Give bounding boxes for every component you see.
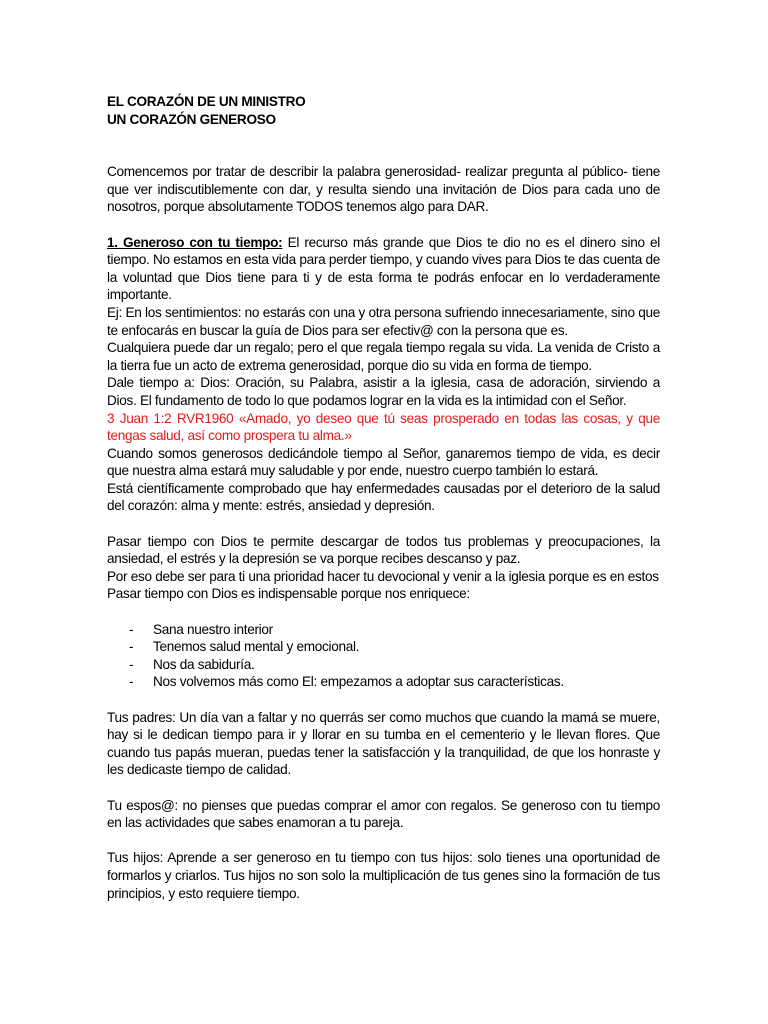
- children-paragraph: Tus hijos: Aprende a ser generoso en tu tiempo con tus hijos: solo tienes una oportunidad de formarlos y criarlos. Tus hijos no son solo la multiplicación de tus genes sino la formación de tus principios, y esto requiere tiempo.: [107, 850, 660, 901]
- document-subtitle: UN CORAZÓN GENEROSO: [107, 111, 276, 127]
- bullet-dash: -: [129, 656, 134, 672]
- section-1-text: El recurso más grande que Dios te dio no es el dinero sino el tiempo. No estamos en esta vida para perder tiempo, y cuando vives para Dios te das cuenta de la voluntad que Dios tiene para ti y de esta forma te podrás enfocar en lo verdaderamente importante.: [107, 234, 660, 303]
- parents-paragraph: Tus padres: Un día van a faltar y no querrás ser como muchos que cuando la mamá se muere, hay si le dedican tiempo para ir y llorar en su tumba en el cementerio y le llevan flores. Que cuando tus papás mueran, puedas tener la satisfacción y la tranquilidad, de que los honraste y les dedicaste tiempo de calidad.: [107, 709, 660, 778]
- spacer: [107, 515, 660, 533]
- bible-verse: 3 Juan 1:2 RVR1960 «Amado, yo deseo que tú seas prosperado en todas las cosas, y que tengas salud, así como prospera tu alma.»: [107, 410, 660, 444]
- document-title: EL CORAZÓN DE UN MINISTRO: [107, 94, 306, 109]
- title-block: [107, 93, 660, 128]
- spacer: [107, 603, 660, 621]
- list-item: [129, 638, 660, 656]
- bullet-dash: -: [129, 621, 134, 637]
- document-page: [107, 93, 660, 902]
- list-item: [129, 673, 660, 691]
- benefits-list: [107, 621, 660, 691]
- priority-paragraph: Por eso debe ser para ti una prioridad hacer tu devocional y venir a la iglesia porque es en estos: [107, 568, 659, 584]
- give-time-paragraph: Dale tiempo a: Dios: Oración, su Palabra, asistir a la iglesia, casa de adoración, sirviendo a Dios. El fundamento de todo lo que podamos lograr en la vida es la intimidad con el Señor.: [107, 375, 660, 408]
- list-item: [129, 656, 660, 674]
- list-item-text: Nos da sabiduría.: [153, 656, 255, 672]
- list-item-text: Tenemos salud mental y emocional.: [153, 639, 360, 655]
- rest-paragraph: Pasar tiempo con Dios te permite descargar de todos tus problemas y preocupaciones, la ansiedad, el estrés y la depresión se va porque recibes descanso y paz.: [107, 533, 660, 567]
- gift-paragraph: Cualquiera puede dar un regalo; pero el que regala tiempo regala su vida. La venida de Cristo a la tierra fue un acto de extrema generosidad, porque dio su vida en forma de tiempo.: [107, 340, 660, 373]
- spacer: [107, 832, 660, 850]
- science-paragraph: Está científicamente comprobado que hay enfermedades causadas por el deterioro de la salud del corazón: alma y mente: estrés, ansiedad y depresión.: [107, 480, 660, 514]
- spouse-paragraph: Tu espos@: no pienses que puedas comprar el amor con regalos. Se generoso con tu tiempo en las actividades que sabes enamoran a tu pareja.: [107, 797, 660, 831]
- intro-paragraph: Comencemos por tratar de describir la palabra generosidad- realizar pregunta al público- tiene que ver indiscutiblemente con dar, y resulta siendo una invitación de Dios para cada uno de nosotros, porque absolutamente TODOS tenemos algo para DAR.: [107, 164, 660, 215]
- spacer: [107, 216, 660, 234]
- list-item: [129, 621, 660, 639]
- section-1-paragraph: [107, 234, 660, 304]
- list-item-text: Sana nuestro interior: [153, 621, 273, 637]
- spacer: [107, 779, 660, 797]
- generous-paragraph: Cuando somos generosos dedicándole tiempo al Señor, ganaremos tiempo de vida, es decir que nuestra alma estará muy saludable y por ende, nuestro cuerpo también lo estará.: [107, 445, 660, 479]
- section-1-heading: 1. Generoso con tu tiempo:: [107, 234, 283, 250]
- spacer: [107, 691, 660, 709]
- example-paragraph: Ej: En los sentimientos: no estarás con una y otra persona sufriendo innecesariamente, sino que te enfocarás en buscar la guía de Dios para ser efectiv@ con la persona que es.: [107, 304, 660, 338]
- enrich-paragraph: Pasar tiempo con Dios es indispensable porque nos enriquece:: [107, 586, 470, 602]
- bullet-dash: -: [129, 639, 134, 655]
- bullet-dash: -: [129, 674, 134, 690]
- list-item-text: Nos volvemos más como El: empezamos a adoptar sus características.: [153, 674, 564, 690]
